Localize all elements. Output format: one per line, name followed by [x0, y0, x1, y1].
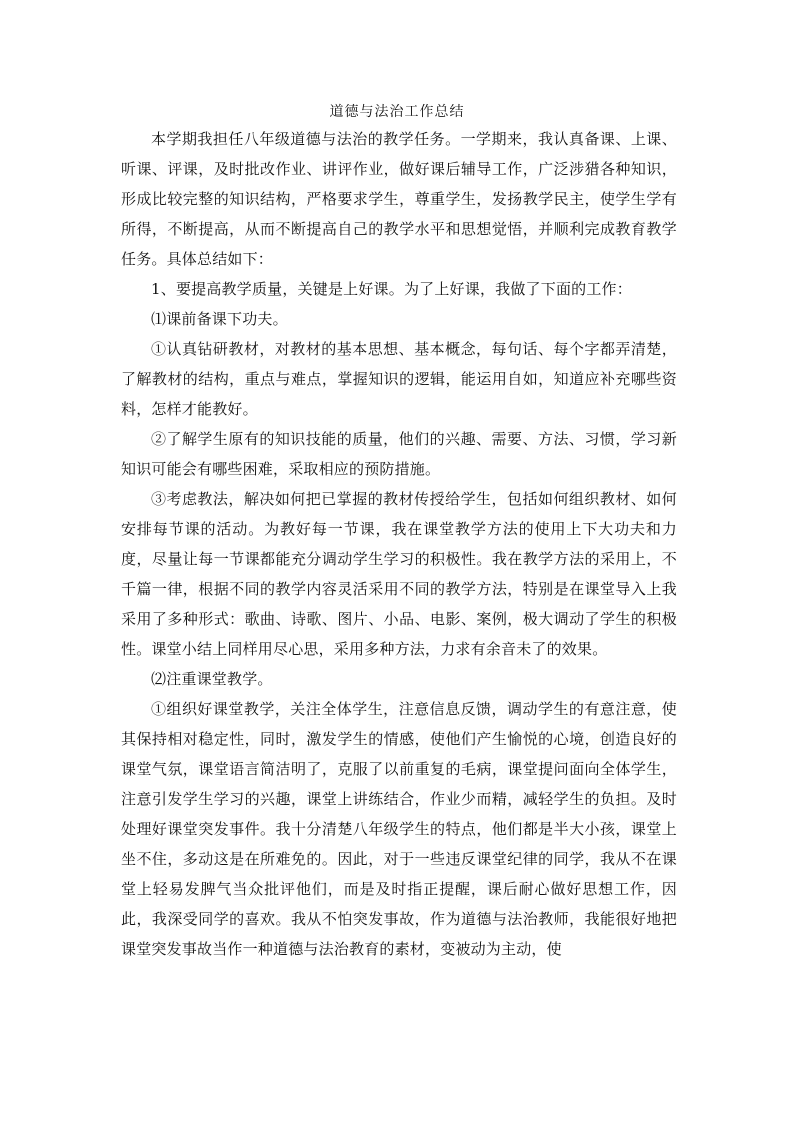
paragraph-subsection-1: ⑴课前备课下功夫。	[151, 310, 288, 328]
paragraph-section-1: 1、要提高教学质量，关键是上好课。为了上好课，我做了下面的工作：	[151, 280, 632, 298]
paragraph-item-3: ③考虑教法，解决如何把已掌握的教材传授给学生，包括如何组织教材、如何安排每节课的活动。为教好每一节课，我在课堂教学方法的使用上下大功夫和力度，尽量让每一节课都能充分调动学生学习的积极性。我在教学方法的采用上，不千篇一律，根据不同的教学内容灵活采用不同的教学方法，特别是在课堂导入上我采用了多种形式：歌曲、诗歌、图片、小品、电影、案例，极大调动了学生的积极性。课堂小结上同样用尽心思，采用多种方法，力求有余音未了的效果。	[121, 490, 677, 658]
paragraph-intro: 本学期我担任八年级道德与法治的教学任务。一学期来，我认真备课、上课、听课、评课，及时批改作业、讲评作业，做好课后辅导工作，广泛涉猎各种知识，形成比较完整的知识结构，严格要求学生，尊重学生，发扬教学民主，使学生学有所得，不断提高，从而不断提高自己的教学水平和思想觉悟，并顺利完成教育教学任务。具体总结如下：	[121, 130, 677, 268]
paragraph-item-4: ①组织好课堂教学，关注全体学生，注意信息反馈，调动学生的有意注意，使其保持相对稳定性，同时，激发学生的情感，使他们产生愉悦的心境，创造良好的课堂气氛，课堂语言简洁明了，克服了以前重复的毛病，课堂提问面向全体学生，注意引发学生学习的兴趣，课堂上讲练结合，作业少而精，减轻学生的负担。及时处理好课堂突发事件。我十分清楚八年级学生的特点，他们都是半大小孩，课堂上坐不住，多动这是在所难免的。因此，对于一些违反课堂纪律的同学，我从不在课堂上轻易发脾气当众批评他们，而是及时指正提醒，课后耐心做好思想工作，因此，我深受同学的喜欢。我从不怕突发事故，作为道德与法治教师，我能很好地把课堂突发事故当作一种道德与法治教育的素材，变被动为主动，使	[121, 700, 677, 958]
document-title: 道德与法治工作总结	[329, 104, 465, 120]
paragraph-subsection-2: ⑵注重课堂教学。	[151, 670, 273, 688]
paragraph-item-1: ①认真钻研教材，对教材的基本思想、基本概念，每句话、每个字都弄清楚，了解教材的结构，重点与难点，掌握知识的逻辑，能运用自如，知道应补充哪些资料，怎样才能教好。	[121, 340, 677, 418]
paragraph-item-2: ②了解学生原有的知识技能的质量，他们的兴趣、需要、方法、习惯，学习新知识可能会有哪些困难，采取相应的预防措施。	[121, 430, 677, 478]
document-body	[121, 124, 677, 964]
